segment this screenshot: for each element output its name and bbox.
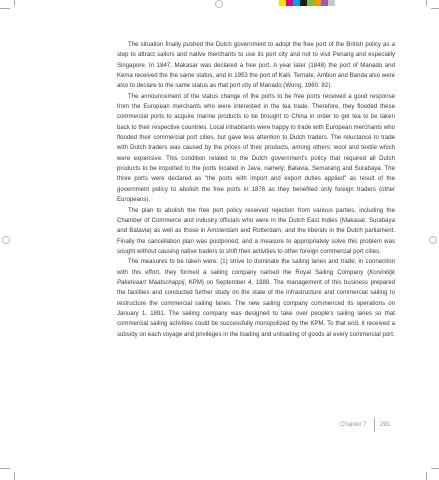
crop-mark-top-left-h [0,8,10,9]
paragraph-status-change: The announcement of the status change of the ports to be free ports received a good response from the European merchants who were interested in the tea trade. Therefore, they flooded these commercial ports to acquire marine products to be brought to China in order to get tea to be taken back to their respective countries. Local inhabitants were happy to trade with European merchants who flooded their commercial port cities, but gave less attention to Dutch traders. The reluctance to trade with Dutch traders was caused by the prices of their products, among others: wool and textile which were expensive. This condition related to the Dutch government's policy that required all Dutch products to be imported to the ports located in Java, namely; Batavia, Semarang and Surabaya. The three ports were declared as "the ports with import and export duties applied" as result of the government policy to abolish the free ports in 1876 as they benefited only foreign traders (other Europeans). [117,93,395,204]
registration-mark-left [2,236,10,244]
crop-mark-top-right-h [431,8,439,9]
color-swatch [328,0,335,6]
paragraph-abolition-plan: The plan to abolish the free port policy received rejection from various parties, including the Chamber of Commerce and industry officials who were in the Dutch East Indies (Makasar, Surabaya and Batavia) as well as those in Amsterdam and Rotterdam, and the liberals in the Dutch parliament. Finally the cancellation plan was postponed, and a measure to appropriately solve this problem was sought without causing native traders to shift their activities to other foreign commercial port cities. [117,207,395,255]
footer-divider [374,418,375,432]
color-swatch [321,0,328,6]
crop-mark-top-right-v [426,0,427,6]
chapter-label: Chapter 7 [340,422,367,428]
paragraph-measures: The measures to be taken were: (1) strive to dominate the sailing lanes and trade; in connection with this effort, they formed a sailing company named the Royal Sailing Company (Koninklijk Paketvaart Maatschappij, KPM) on September 4, 1888. The management of this business prepared the facilities and conducted further study on the state of the infrastructure and commercial sailing to restructure the commercial sailing lanes. The new sailing company commenced its operations on January 1, 1891. The sailing company was designed to take over people's sailing lanes so that commercial sailing activities could be successfully monopolized by the KPM. To that end, it received a subsidy on each voyage and privileges in the loading and unloading of goods at every commercial port. [117,259,395,338]
crop-mark-bottom-right-h [431,468,439,469]
color-swatch [286,0,293,6]
company-name-italic: Koninklijk Paketvaart Maatschappij [117,269,395,286]
color-swatch [314,0,321,6]
print-color-bar [279,0,335,6]
color-swatch [279,0,286,6]
page-number: 291 [380,422,391,428]
color-swatch [293,0,300,6]
paragraph-free-port-policy: The situation finally pushed the Dutch government to adopt the free port of the British policy as a step to attract sailors and native merchants to use its port city and not to visit Penang and especially Singapore. In 1847, Makasar was declared a free port. A year later (1848) the port of Manado and Kema received the the same status, and in 1953 the port of Kaili, Ternate, Ambon and Banda also were also to declare to the same status as that port city of Manado (Wong, 1960: 82). [117,42,395,90]
crop-mark-bottom-right-v [426,472,427,480]
registration-mark-right [429,236,437,244]
color-swatch [300,0,307,6]
crop-mark-bottom-left-v [14,472,15,480]
crop-mark-top-left-v [14,0,15,6]
color-swatch [307,0,314,6]
registration-mark-top [215,0,223,8]
crop-mark-bottom-left-h [0,468,10,469]
article-body [117,40,395,340]
